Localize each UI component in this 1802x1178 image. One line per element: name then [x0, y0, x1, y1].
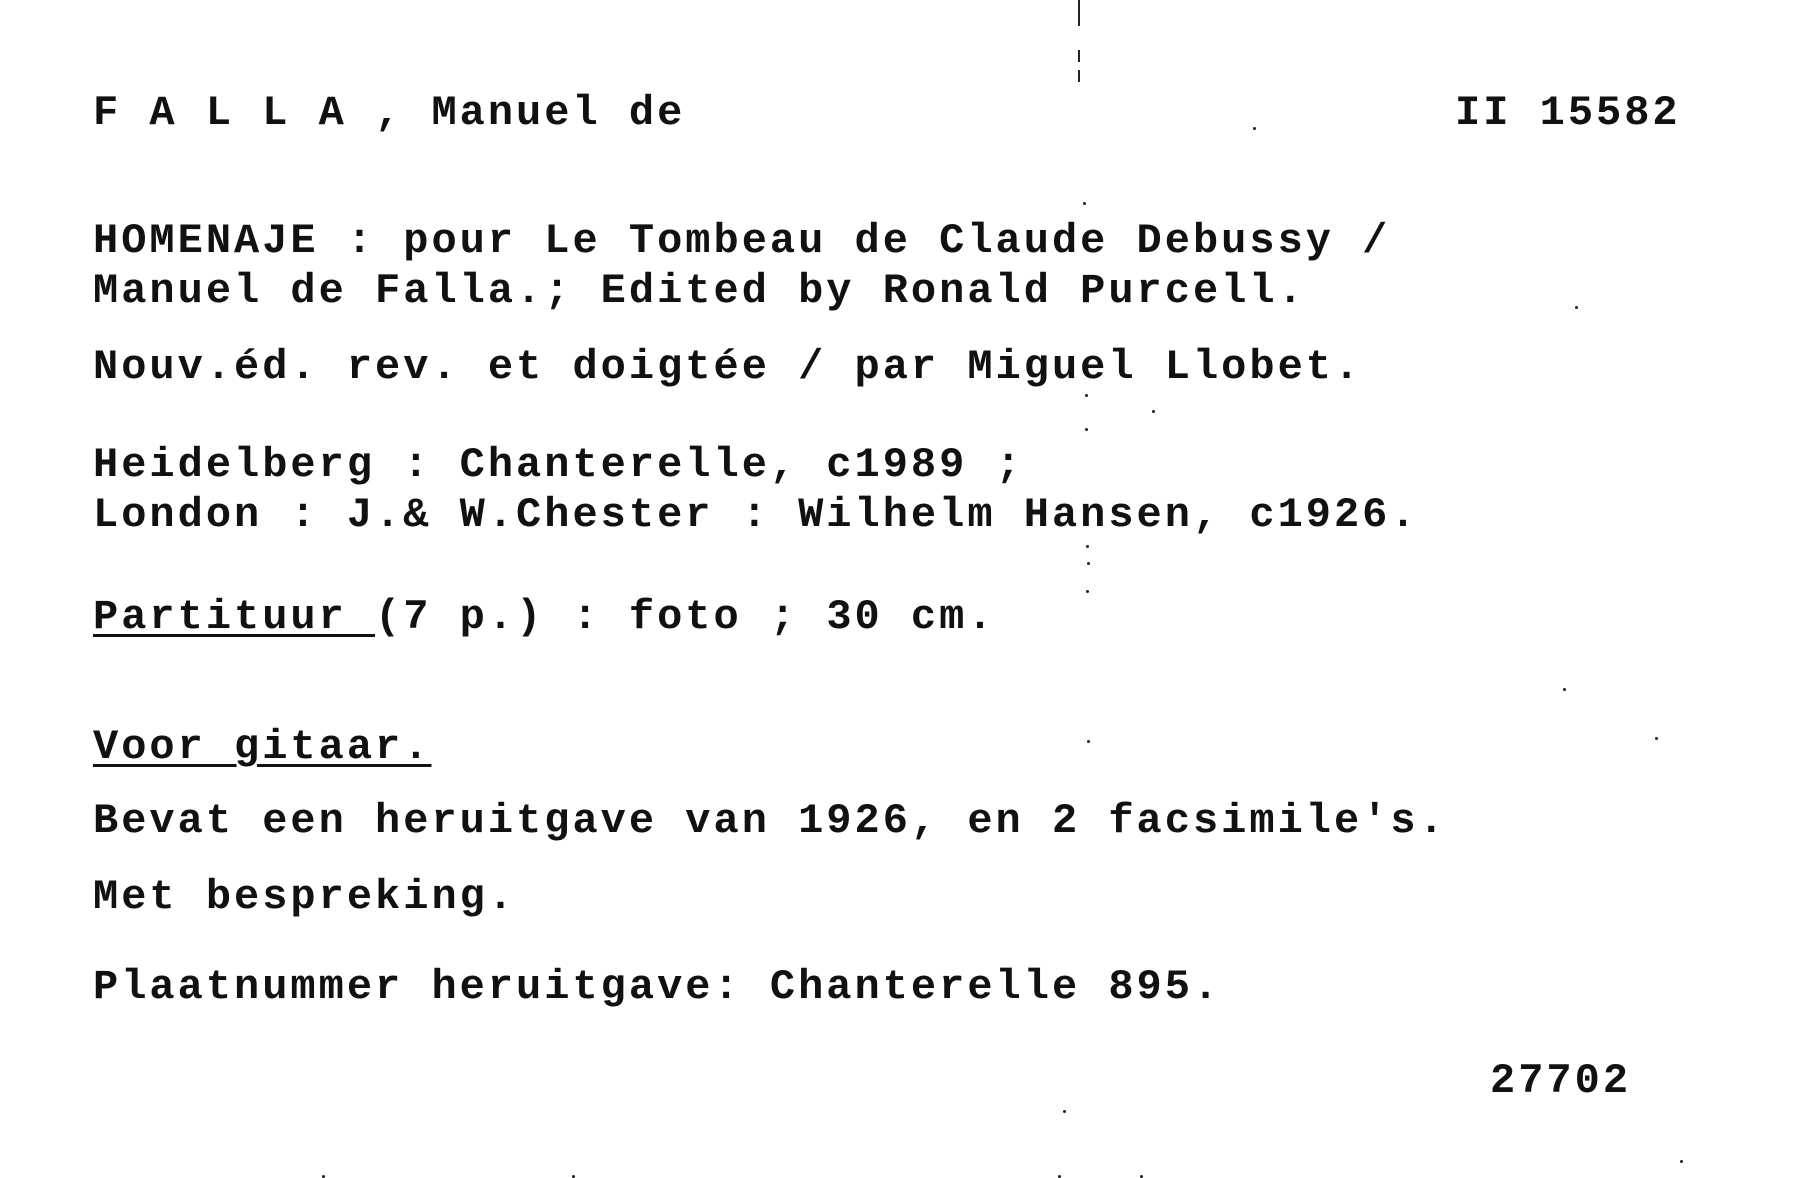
scan-mark [1078, 0, 1080, 26]
scan-dot [1085, 428, 1088, 431]
scan-dot [1575, 306, 1578, 309]
scan-dot [1253, 127, 1256, 130]
collation [93, 593, 996, 641]
instrument-note: Voor gitaar. [93, 723, 432, 771]
edition-statement: Nouv.éd. rev. et doigtée / par Miguel Llobet. [93, 343, 1363, 391]
scan-dot [1655, 737, 1658, 740]
collation-details: (7 p.) : foto ; 30 cm. [375, 593, 996, 641]
imprint-line-2: London : J.& W.Chester : Wilhelm Hansen, c1926. [93, 491, 1419, 539]
scan-mark [1078, 50, 1080, 62]
scan-dot [1680, 1160, 1683, 1163]
scan-dot [1087, 740, 1090, 743]
imprint-line-1: Heidelberg : Chanterelle, c1989 ; [93, 441, 1024, 489]
scan-dot [1083, 202, 1086, 205]
scan-dot [1086, 545, 1089, 548]
title-line-1: HOMENAJE : pour Le Tombeau de Claude Debussy / [93, 217, 1391, 265]
scan-dot [1087, 562, 1090, 565]
scan-mark [1078, 70, 1080, 82]
note-review: Met bespreking. [93, 873, 517, 921]
note-plate-number: Plaatnummer heruitgave: Chanterelle 895. [93, 963, 1222, 1011]
author-heading: F A L L A , Manuel de [93, 89, 686, 137]
shelfmark: II 15582 [1455, 89, 1681, 137]
scan-dot [1063, 1110, 1066, 1113]
note-reissue: Bevat een heruitgave van 1926, en 2 facsimile's. [93, 797, 1447, 845]
scan-dot [1152, 410, 1155, 413]
scan-dot [1563, 688, 1566, 691]
scan-dot [1085, 394, 1088, 397]
scan-dot [1086, 590, 1089, 593]
title-line-2: Manuel de Falla.; Edited by Ronald Purcell. [93, 267, 1306, 315]
card-number: 27702 [1490, 1057, 1632, 1105]
collation-label: Partituur [93, 593, 376, 641]
